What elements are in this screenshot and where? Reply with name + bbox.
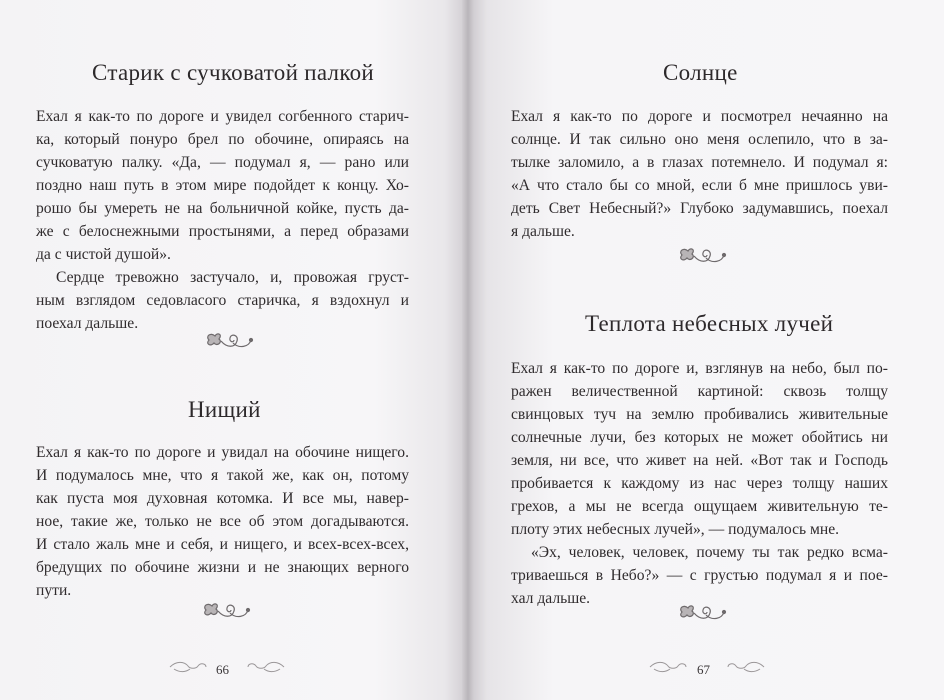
text-line: поздно наш путь в этом мире подойдет к концу. Хо- (36, 177, 409, 194)
text-line: земля, ни все, что живет на ней. «Вот так и Господь (511, 452, 888, 469)
text-line: тылке заломило, а в глазах потемнело. И подумал я: (511, 154, 888, 171)
floral-vignette-icon (203, 328, 255, 352)
folio-flourish-icon (246, 660, 286, 679)
floral-vignette-icon (200, 598, 252, 622)
story-paragraph (511, 357, 888, 541)
page-number: 66 (216, 662, 229, 677)
text-line: Ехал я как-то по дороге и посмотрел нечаянно на (511, 108, 888, 125)
story-title: Теплота небесных лучей (585, 311, 834, 336)
text-line: деть Свет Небесный?» Глубоко задумавшись, поехал (511, 200, 888, 217)
text-line: пути. (36, 582, 72, 599)
text-line: солнце. И так сильно оно меня ослепило, что в за- (511, 131, 888, 148)
page-number: 67 (697, 662, 710, 677)
text-line: да с чистой душой». (36, 246, 171, 263)
folio-flourish-icon (168, 660, 208, 679)
book-gutter (462, 0, 474, 700)
story-title: Нищий (188, 397, 261, 422)
text-line: поехал дальше. (36, 315, 139, 332)
text-line: бредущих по обочине жизни и не знающих верного (36, 559, 409, 576)
text-line: ное, такие же, только не все об этом догадываются. (36, 513, 409, 530)
text-line: я дальше. (511, 223, 575, 240)
text-line: «Эх, человек, человек, почему ты так редко всма- (531, 544, 888, 561)
text-line: Ехал я как-то по дороге и, взглянув на небо, был по- (511, 360, 888, 377)
story-paragraph (36, 105, 409, 266)
text-line: Ехал я как-то по дороге и увидел согбенного старич- (36, 108, 409, 125)
text-line: триваешься в Небо?» — с грустью подумал я и пое- (511, 567, 888, 584)
text-line: ным взглядом седовласого старичка, я вздохнул и (36, 292, 409, 309)
text-line: И подумалось мне, что я такой же, как он, потому (36, 467, 409, 484)
text-line: Сердце тревожно застучало, и, провожая груст- (56, 269, 409, 286)
text-line: плоту этих небесных лучей», — подумалось мне. (511, 521, 840, 538)
text-line: же с белоснежными простынями, а перед образами (36, 223, 409, 240)
text-line: солнечные лучи, без которых не может обойтись ни (511, 429, 888, 446)
folio-flourish-icon (726, 660, 766, 679)
text-line: свинцовых туч на землю пробивались живительные (511, 406, 888, 423)
text-line: сучковатую палку. «Да, — подумал я, — рано или (36, 154, 409, 171)
text-line: рошо бы умереть не на больничной койке, пусть да- (36, 200, 409, 217)
folio-flourish-icon (648, 660, 688, 679)
text-line: Ехал я как-то по дороге и увидал на обочине нищего. (36, 444, 409, 461)
floral-vignette-icon (676, 600, 728, 624)
text-line: ка, который понуро брел по обочине, опираясь на (36, 131, 409, 148)
story-paragraph (511, 105, 888, 243)
story-title: Солнце (663, 60, 738, 85)
story-title: Старик с сучковатой палкой (92, 60, 375, 85)
text-line: «А что стало бы со мной, если б мне пришлось уви- (511, 177, 888, 194)
text-line: хал дальше. (511, 590, 591, 607)
text-line: И стало жаль мне и себя, и нищего, и всех-всех-всех, (36, 536, 409, 553)
text-line: ражен величественной картиной: сквозь толщу (511, 383, 888, 400)
text-line: как пуста моя духовная котомка. И все мы, навер- (36, 490, 409, 507)
text-line: пробивается к каждому из нас через толщу наших (511, 475, 888, 492)
text-line: грехов, а мы не всегда ощущаем живительную те- (511, 498, 888, 515)
story-paragraph (36, 441, 409, 602)
story-paragraph (36, 266, 409, 335)
floral-vignette-icon (676, 243, 728, 267)
